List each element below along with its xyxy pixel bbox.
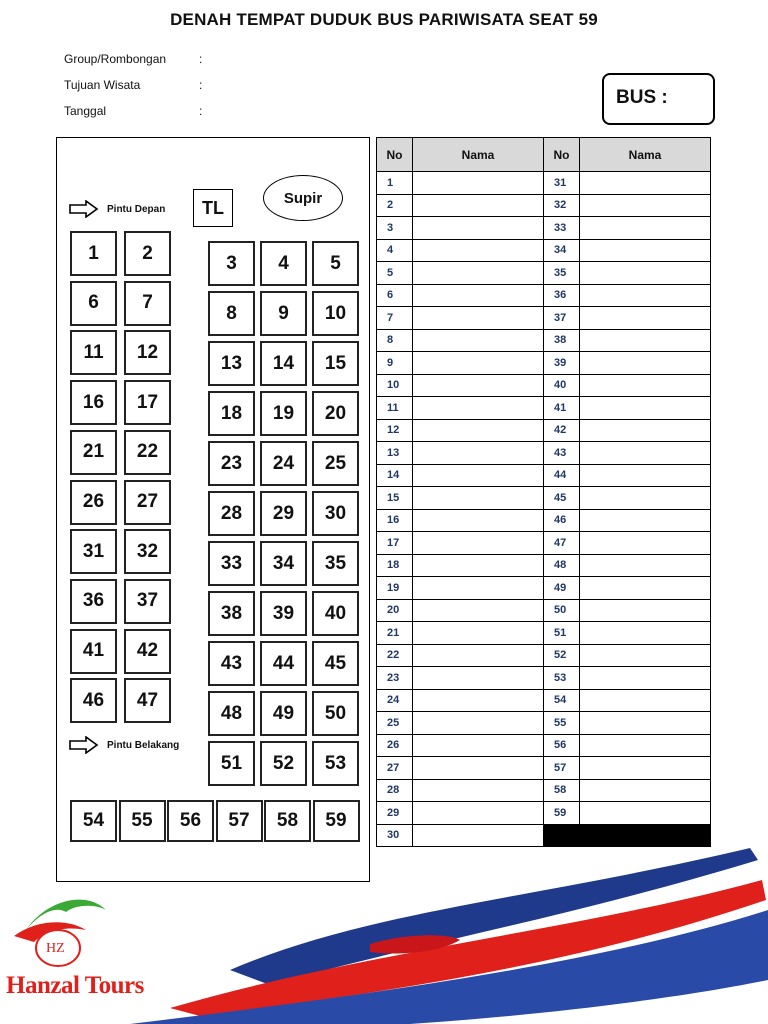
seat: 41 [70, 629, 117, 674]
row-no: 58 [544, 779, 580, 802]
table-row [377, 532, 711, 555]
name-cell[interactable] [580, 464, 711, 487]
table-row [377, 509, 711, 532]
name-cell[interactable] [413, 374, 544, 397]
bus-number-box: BUS : [602, 73, 715, 125]
table-row [377, 712, 711, 735]
row-no: 38 [544, 329, 580, 352]
logo-initials: HZ [46, 941, 65, 956]
table-row [377, 217, 711, 240]
seat: 11 [70, 330, 117, 375]
table-row [377, 599, 711, 622]
col-nama: Nama [413, 138, 544, 172]
seat: 54 [70, 800, 117, 842]
seat: 26 [70, 480, 117, 525]
name-cell[interactable] [580, 329, 711, 352]
name-cell[interactable] [580, 667, 711, 690]
name-cell[interactable] [413, 464, 544, 487]
name-cell[interactable] [413, 734, 544, 757]
table-row [377, 487, 711, 510]
info-group [64, 52, 202, 66]
seat: 50 [312, 691, 359, 736]
row-no: 59 [544, 802, 580, 825]
row-no: 33 [544, 217, 580, 240]
table-row [377, 352, 711, 375]
name-cell[interactable] [413, 172, 544, 195]
col-no: No [544, 138, 580, 172]
seat: 59 [313, 800, 360, 842]
rear-door-label: Pintu Belakang [107, 739, 180, 751]
row-no: 12 [377, 419, 413, 442]
name-cell[interactable] [413, 284, 544, 307]
name-cell[interactable] [413, 194, 544, 217]
table-row [377, 689, 711, 712]
name-cell[interactable] [580, 239, 711, 262]
seat: 6 [70, 281, 117, 326]
seat: 38 [208, 591, 255, 636]
seat: 25 [312, 441, 359, 486]
row-no: 20 [377, 599, 413, 622]
row-no: 48 [544, 554, 580, 577]
row-no: 37 [544, 307, 580, 330]
name-cell[interactable] [413, 307, 544, 330]
row-no: 7 [377, 307, 413, 330]
row-no: 31 [544, 172, 580, 195]
name-cell[interactable] [580, 712, 711, 735]
row-no: 18 [377, 554, 413, 577]
row-no: 5 [377, 262, 413, 285]
row-no: 47 [544, 532, 580, 555]
seat: 30 [312, 491, 359, 536]
seat: 36 [70, 579, 117, 624]
row-no: 25 [377, 712, 413, 735]
row-no: 41 [544, 397, 580, 420]
seat-plan [56, 137, 370, 882]
name-cell[interactable] [580, 532, 711, 555]
name-cell[interactable] [580, 644, 711, 667]
seat: 27 [124, 480, 171, 525]
table-row [377, 239, 711, 262]
name-cell[interactable] [413, 577, 544, 600]
seat: 17 [124, 380, 171, 425]
row-no: 9 [377, 352, 413, 375]
name-cell[interactable] [580, 779, 711, 802]
seat: 35 [312, 541, 359, 586]
row-no: 40 [544, 374, 580, 397]
row-no: 24 [377, 689, 413, 712]
seat: 45 [312, 641, 359, 686]
seat: 47 [124, 678, 171, 723]
row-no: 17 [377, 532, 413, 555]
name-cell[interactable] [580, 757, 711, 780]
row-no: 8 [377, 329, 413, 352]
name-cell[interactable] [580, 194, 711, 217]
info-destination-label: Tujuan Wisata [64, 78, 141, 92]
name-cell[interactable] [413, 802, 544, 825]
row-no: 22 [377, 644, 413, 667]
name-cell[interactable] [580, 509, 711, 532]
name-cell[interactable] [413, 487, 544, 510]
info-date-label: Tanggal [64, 104, 107, 118]
col-no: No [377, 138, 413, 172]
table-row [377, 442, 711, 465]
row-no: 13 [377, 442, 413, 465]
row-no: 32 [544, 194, 580, 217]
seat: 44 [260, 641, 307, 686]
name-cell[interactable] [413, 599, 544, 622]
row-no: 42 [544, 419, 580, 442]
table-row [377, 577, 711, 600]
name-cell[interactable] [413, 554, 544, 577]
name-cell[interactable] [413, 442, 544, 465]
row-no: 10 [377, 374, 413, 397]
seat: 2 [124, 231, 171, 276]
table-header [377, 138, 711, 172]
row-no: 52 [544, 644, 580, 667]
name-cell[interactable] [413, 509, 544, 532]
tour-leader-seat: TL [193, 189, 233, 227]
name-cell[interactable] [413, 217, 544, 240]
name-cell[interactable] [413, 779, 544, 802]
table-row [377, 802, 711, 825]
brand-name: Hanzal Tours [6, 972, 144, 999]
row-no: 15 [377, 487, 413, 510]
arrow-right-icon [69, 200, 99, 218]
seat: 37 [124, 579, 171, 624]
row-no: 1 [377, 172, 413, 195]
name-cell[interactable] [580, 262, 711, 285]
row-no: 45 [544, 487, 580, 510]
front-door [69, 200, 165, 218]
row-no: 27 [377, 757, 413, 780]
seat: 57 [216, 800, 263, 842]
row-no: 2 [377, 194, 413, 217]
name-cell[interactable] [580, 734, 711, 757]
table-row [377, 757, 711, 780]
row-no: 49 [544, 577, 580, 600]
table-row [377, 644, 711, 667]
name-cell[interactable] [413, 689, 544, 712]
row-no: 36 [544, 284, 580, 307]
arrow-right-icon [69, 736, 99, 754]
seat: 56 [167, 800, 214, 842]
seat: 12 [124, 330, 171, 375]
seat: 58 [264, 800, 311, 842]
name-cell[interactable] [413, 712, 544, 735]
seat: 34 [260, 541, 307, 586]
seat: 15 [312, 341, 359, 386]
row-no: 21 [377, 622, 413, 645]
row-no: 57 [544, 757, 580, 780]
decorative-swoosh [110, 840, 768, 1024]
name-cell[interactable] [413, 397, 544, 420]
row-no: 55 [544, 712, 580, 735]
row-no: 4 [377, 239, 413, 262]
row-no: 28 [377, 779, 413, 802]
seat: 39 [260, 591, 307, 636]
row-no: 14 [377, 464, 413, 487]
row-no: 29 [377, 802, 413, 825]
name-cell[interactable] [413, 532, 544, 555]
seat: 24 [260, 441, 307, 486]
table-row [377, 419, 711, 442]
rear-door [69, 736, 179, 754]
table-row [377, 554, 711, 577]
seat: 46 [70, 678, 117, 723]
info-separator: : [199, 52, 203, 66]
seat: 21 [70, 430, 117, 475]
seat: 7 [124, 281, 171, 326]
name-cell[interactable] [580, 397, 711, 420]
seat: 9 [260, 291, 307, 336]
name-cell[interactable] [580, 374, 711, 397]
name-cell[interactable] [413, 419, 544, 442]
row-no: 3 [377, 217, 413, 240]
seat: 16 [70, 380, 117, 425]
name-cell[interactable] [413, 352, 544, 375]
row-no: 26 [377, 734, 413, 757]
row-no: 11 [377, 397, 413, 420]
name-cell[interactable] [580, 172, 711, 195]
row-no: 54 [544, 689, 580, 712]
seat: 43 [208, 641, 255, 686]
seat: 33 [208, 541, 255, 586]
info-separator: : [199, 104, 203, 118]
row-no: 46 [544, 509, 580, 532]
table-row [377, 622, 711, 645]
name-cell[interactable] [413, 239, 544, 262]
table-row [377, 397, 711, 420]
seat: 48 [208, 691, 255, 736]
seat: 28 [208, 491, 255, 536]
table-row [377, 734, 711, 757]
row-no: 6 [377, 284, 413, 307]
info-separator: : [199, 78, 203, 92]
seat: 31 [70, 529, 117, 574]
seat: 1 [70, 231, 117, 276]
name-cell[interactable] [413, 329, 544, 352]
row-no: 50 [544, 599, 580, 622]
name-cell[interactable] [413, 667, 544, 690]
seat: 29 [260, 491, 307, 536]
row-no: 44 [544, 464, 580, 487]
seat: 22 [124, 430, 171, 475]
table-row [377, 667, 711, 690]
info-destination [64, 78, 202, 92]
table-row [377, 329, 711, 352]
row-no: 23 [377, 667, 413, 690]
seat: 3 [208, 241, 255, 286]
seat: 32 [124, 529, 171, 574]
seat: 20 [312, 391, 359, 436]
row-no: 34 [544, 239, 580, 262]
row-no: 30 [377, 824, 413, 847]
row-no: 35 [544, 262, 580, 285]
seat: 19 [260, 391, 307, 436]
seat: 4 [260, 241, 307, 286]
name-cell[interactable] [580, 689, 711, 712]
driver-seat: Supir [263, 175, 343, 221]
page-title: DENAH TEMPAT DUDUK BUS PARIWISATA SEAT 59 [170, 10, 598, 29]
table-row [377, 464, 711, 487]
name-cell[interactable] [580, 487, 711, 510]
info-group-label: Group/Rombongan [64, 52, 167, 66]
row-no: 39 [544, 352, 580, 375]
name-cell[interactable] [580, 284, 711, 307]
name-cell[interactable] [580, 419, 711, 442]
seat: 49 [260, 691, 307, 736]
name-cell[interactable] [580, 352, 711, 375]
seat: 42 [124, 629, 171, 674]
row-no: 56 [544, 734, 580, 757]
info-date [64, 104, 202, 118]
seat: 18 [208, 391, 255, 436]
table-row [377, 262, 711, 285]
table-row [377, 194, 711, 217]
name-cell[interactable] [580, 599, 711, 622]
seat: 55 [119, 800, 166, 842]
row-no: 16 [377, 509, 413, 532]
table-row [377, 374, 711, 397]
seat: 5 [312, 241, 359, 286]
seat: 52 [260, 741, 307, 786]
seat: 8 [208, 291, 255, 336]
name-cell[interactable] [413, 644, 544, 667]
col-nama: Nama [580, 138, 711, 172]
name-cell[interactable] [413, 262, 544, 285]
seat: 10 [312, 291, 359, 336]
front-door-label: Pintu Depan [107, 203, 166, 215]
name-cell[interactable] [580, 622, 711, 645]
seat: 51 [208, 741, 255, 786]
seat: 14 [260, 341, 307, 386]
row-no: 43 [544, 442, 580, 465]
name-cell[interactable] [580, 442, 711, 465]
name-cell[interactable] [413, 622, 544, 645]
table-row [377, 307, 711, 330]
seat: 53 [312, 741, 359, 786]
row-no: 19 [377, 577, 413, 600]
name-cell[interactable] [580, 577, 711, 600]
name-cell[interactable] [580, 554, 711, 577]
row-no: 53 [544, 667, 580, 690]
table-row [377, 284, 711, 307]
table-row [377, 172, 711, 195]
name-cell[interactable] [413, 757, 544, 780]
name-cell[interactable] [580, 217, 711, 240]
seat: 13 [208, 341, 255, 386]
row-no: 51 [544, 622, 580, 645]
passenger-table [376, 137, 711, 847]
seat: 40 [312, 591, 359, 636]
seat: 23 [208, 441, 255, 486]
name-cell[interactable] [580, 307, 711, 330]
name-cell[interactable] [580, 802, 711, 825]
table-row [377, 779, 711, 802]
